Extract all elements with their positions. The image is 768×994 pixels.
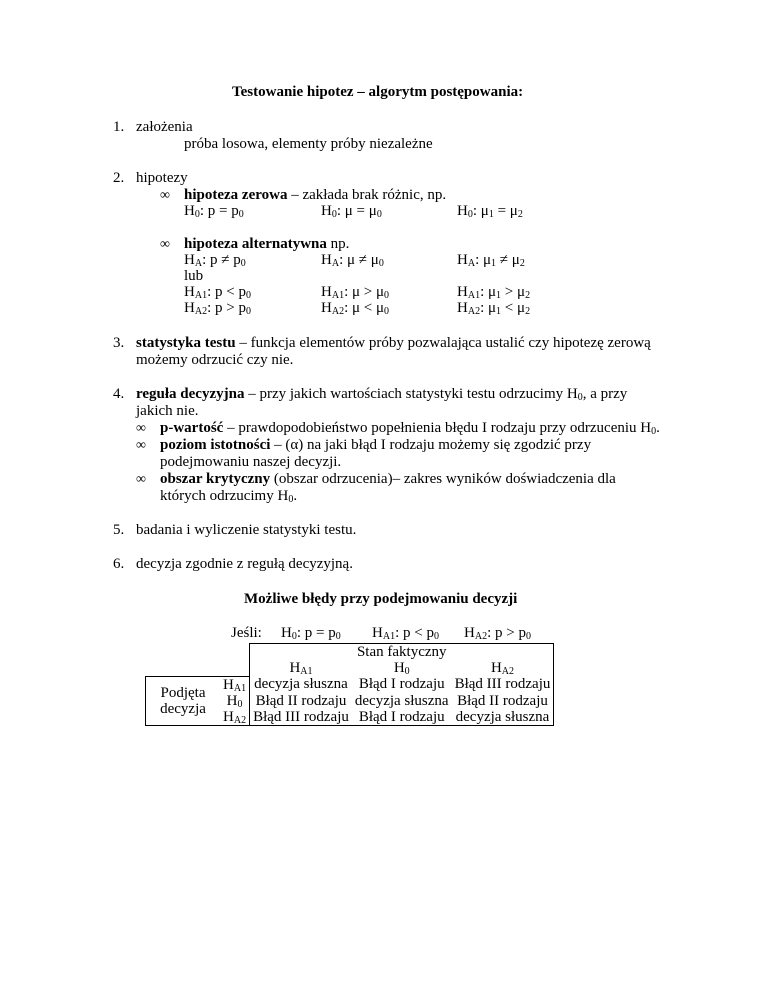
section-1-number: 1. — [113, 119, 125, 135]
section-4-line2: jakich nie. — [136, 403, 199, 419]
section-3-label: statystyka testu — [136, 335, 236, 351]
critical-region-label: obszar krytyczny — [160, 471, 271, 487]
bullet-icon: ∞ — [136, 438, 146, 453]
alt-hypothesis-np: np. — [330, 236, 350, 252]
significance-text: – (α) na jaki błąd I rodzaju możemy się zgodzić przy — [274, 437, 592, 453]
cell: decyzja słuszna — [354, 692, 449, 709]
section-4-text: – przy jakich wartościach statystyki testu odrzucimy $H_0$, a przy — [248, 386, 628, 403]
significance-line2: podejmowaniu naszej decyzji. — [160, 454, 342, 470]
null-hypothesis-desc: – zakłada brak różnic, np. — [291, 187, 447, 203]
stan-header: Stan faktyczny — [352, 644, 452, 661]
null-h-col2: $H_0$: $\mu = \mu_0$ — [321, 203, 382, 220]
significance-label: poziom istotności — [160, 437, 271, 453]
alt-h-row1-col3: $H_A$: $\mu_1 \ne \mu_2$ — [457, 252, 525, 269]
row-head-ha1: $H_{A1}$ — [220, 676, 250, 693]
alt-hypothesis-label: hipoteza alternatywna — [184, 236, 327, 252]
section-2-number: 2. — [113, 170, 125, 186]
cell: decyzja słuszna — [250, 676, 352, 693]
critical-region-line2: których odrzucimy $H_0$. — [160, 488, 298, 505]
section-5-number: 5. — [113, 522, 125, 538]
row-head-h0: $H_0$ — [226, 692, 243, 710]
alt-h-lub: lub — [184, 268, 204, 284]
cell: Błąd III rodzaju — [452, 676, 554, 693]
bullet-icon: ∞ — [160, 237, 170, 252]
critical-region-line — [160, 471, 616, 488]
bullet-icon: ∞ — [160, 188, 170, 203]
section-6-text: decyzja zgodnie z regułą decyzyjną. — [136, 556, 353, 572]
p-value-text: – prawdopodobieństwo popełnienia błędu I rodzaju przy odrzuceniu $H_0$. — [227, 420, 660, 437]
p-value-line — [160, 420, 660, 437]
page-title: Testowanie hipotez – algorytm postępowania: — [232, 84, 524, 100]
critical-region-text: (obszar odrzucenia)– zakres wyników doświadczenia dla — [273, 471, 616, 487]
alt-h-row2-col1: $H_{A1}$: $p < p_0$ — [184, 284, 251, 301]
section-1-text: próba losowa, elementy próby niezależne — [184, 136, 433, 152]
bullet-icon: ∞ — [136, 421, 146, 436]
cell: Błąd I rodzaju — [358, 676, 445, 692]
row-label: Podjęta decyzja — [146, 676, 221, 725]
decision-table — [145, 643, 554, 726]
section-5-text: badania i wyliczenie statystyki testu. — [136, 522, 357, 538]
null-hypothesis-line — [184, 187, 446, 204]
section-3-text: – funkcja elementów próby pozwalająca ustalić czy hipotezę zerową — [239, 335, 651, 351]
section-2-heading: hipotezy — [136, 170, 188, 186]
bullet-icon: ∞ — [136, 472, 146, 487]
alt-h-row3-col3: $H_{A2}$: $\mu_1 < \mu_2$ — [457, 300, 531, 317]
alt-h-row1-col2: $H_A$: $\mu \ne \mu_0$ — [321, 252, 384, 269]
null-h-col1: $H_0$: $p = p_0$ — [184, 203, 244, 220]
alt-h-row3-col2: $H_{A2}$: $\mu < \mu_0$ — [321, 300, 390, 317]
if-label: Jeśli: — [231, 625, 262, 641]
section-4-line1 — [136, 386, 627, 403]
if-ha1: $H_{A1}$: $p < p_0$ — [372, 625, 439, 642]
cell: Błąd II rodzaju — [452, 693, 554, 709]
section-4-label: reguła decyzyjna — [136, 386, 245, 402]
cell: Błąd III rodzaju — [250, 709, 352, 726]
alt-h-row1-col1: $H_A$: $p \ne p_0$ — [184, 252, 246, 269]
section-6-number: 6. — [113, 556, 125, 572]
col-head-ha1: $H_{A1}$ — [250, 660, 352, 676]
row-head-ha2: $H_{A2}$ — [220, 709, 250, 726]
p-value-label: p-wartość — [160, 420, 224, 436]
col-head-h0: $H_0$ — [393, 660, 410, 677]
section-3-line2: możemy odrzucić czy nie. — [136, 352, 294, 368]
cell: decyzja słuszna — [452, 709, 554, 726]
alt-h-row2-col3: $H_{A1}$: $\mu_1 > \mu_2$ — [457, 284, 531, 301]
null-h-col3: $H_0$: $\mu_1 = \mu_2$ — [457, 203, 523, 220]
significance-line — [160, 437, 591, 454]
col-head-ha2: $H_{A2}$ — [452, 660, 554, 676]
errors-title: Możliwe błędy przy podejmowaniu decyzji — [244, 591, 518, 607]
cell: Błąd II rodzaju — [250, 693, 352, 709]
section-1-heading: założenia — [136, 119, 193, 135]
section-3-line1 — [136, 335, 651, 352]
section-4-number: 4. — [113, 386, 125, 402]
alt-h-row2-col2: $H_{A1}$: $\mu > \mu_0$ — [321, 284, 390, 301]
if-ha2: $H_{A2}$: $p > p_0$ — [464, 625, 531, 642]
alt-h-row3-col1: $H_{A2}$: $p > p_0$ — [184, 300, 251, 317]
cell: Błąd I rodzaju — [352, 709, 452, 726]
if-h0: $H_0$: $p = p_0$ — [281, 625, 341, 642]
section-3-number: 3. — [113, 335, 125, 351]
null-hypothesis-label: hipoteza zerowa — [184, 187, 288, 203]
alt-hypothesis-line — [184, 236, 349, 253]
